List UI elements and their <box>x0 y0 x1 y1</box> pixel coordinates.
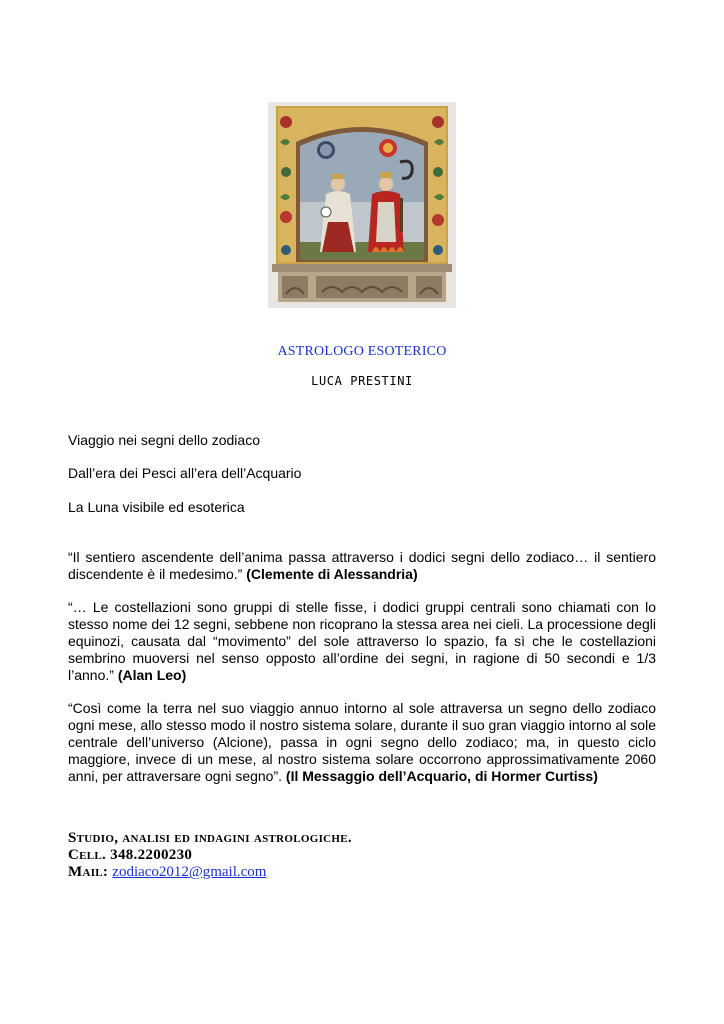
topic-line: Viaggio nei segni dello zodiaco <box>68 432 260 448</box>
topic-line: La Luna visibile ed esoterica <box>68 499 245 515</box>
topic-line: Dall’era dei Pesci all’era dell’Acquario <box>68 465 302 481</box>
quote-paragraph <box>68 549 656 583</box>
mail-line <box>68 864 266 881</box>
quote-source: (Clemente di Alessandria) <box>246 566 418 582</box>
mail-link[interactable]: zodiaco2012@gmail.com <box>112 864 267 880</box>
cell-phone: Cell. 348.2200230 <box>68 847 193 863</box>
quote-paragraph <box>68 599 656 684</box>
quote-text: “Il sentiero ascendente dell’anima passa attraverso i dodici segni dello zodiaco… il sentiero discendente è il medesimo.” <box>68 549 656 582</box>
illuminated-manuscript-image <box>268 102 456 308</box>
studio-description: Studio, analisi ed indagini astrologiche. <box>68 830 352 846</box>
quote-paragraph <box>68 700 656 785</box>
quote-text: “Così come la terra nel suo viaggio annuo intorno al sole attraversa un segno dello zodiaco ogni mese, allo stesso modo il nostro sistema solare, durante il suo gran viaggio intorno al sole centrale dell’universo (Alcione), passa in ogni segno dello zodiaco; ma, in questo ciclo maggiore, invece di un mese, al nostro sistema solare occorrono approssimativamente 2060 anni, per attraversare ogni segno”. <box>68 700 656 784</box>
author-name: LUCA PRESTINI <box>311 374 413 388</box>
quote-source: (Alan Leo) <box>117 667 187 683</box>
mail-label: Mail: <box>68 864 109 880</box>
quote-source: (Il Messaggio dell’Acquario, di Hormer Curtiss) <box>285 768 598 784</box>
quote-text: “… Le costellazioni sono gruppi di stelle fisse, i dodici gruppi centrali sono chiamati con lo stesso nome dei 12 segni, sebbene non ricoprano la stessa area nei cieli. La processione degli equinozi, causata dal “movimento” del sole attraverso lo spazio, fa sì che le costellazioni sembrino muoversi nel senso opposto all’ordine dei segni, in ragione di 50 secondi e 1/3 l’anno.” <box>68 599 656 683</box>
document-title: ASTROLOGO ESOTERICO <box>277 344 447 359</box>
